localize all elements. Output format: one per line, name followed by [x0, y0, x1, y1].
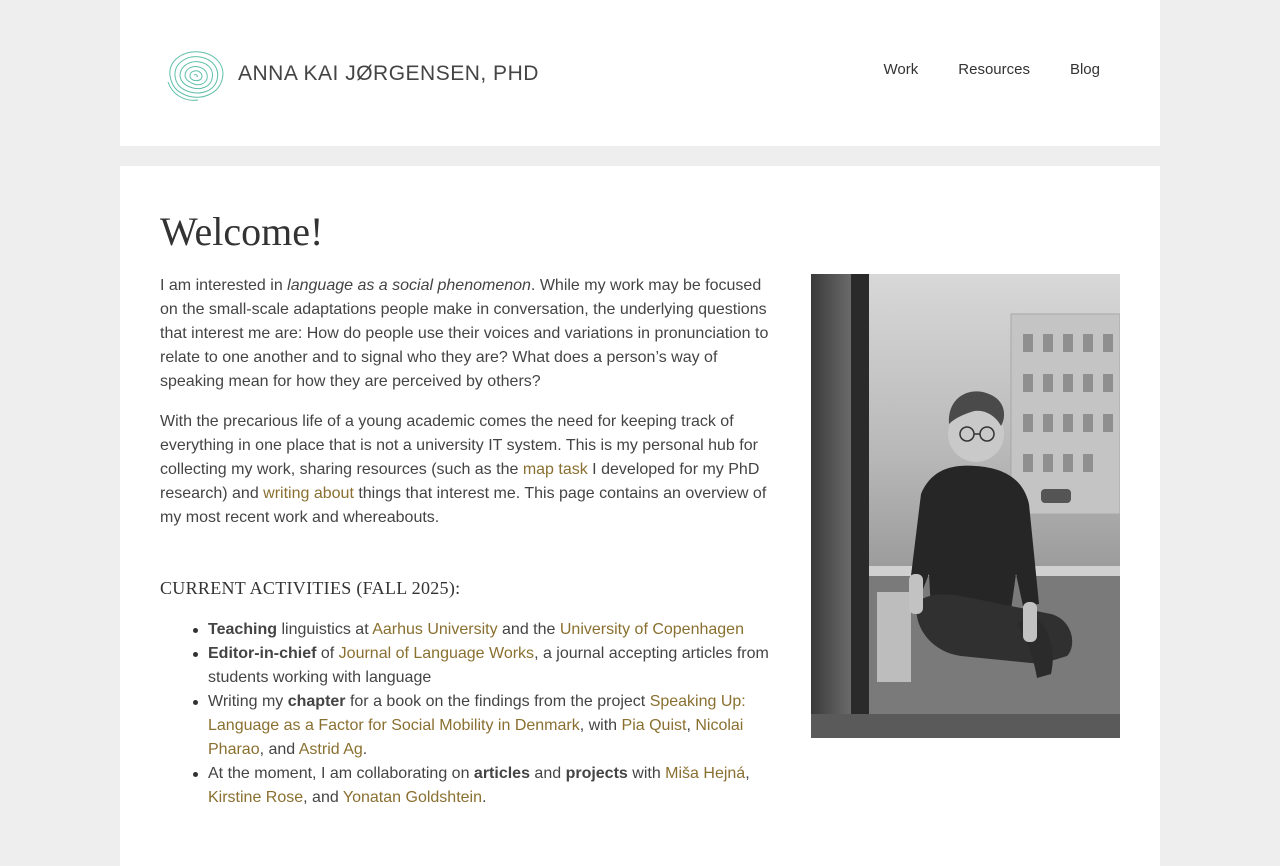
list-text: and	[529, 765, 566, 782]
activities-heading: CURRENT ACTIVITIES (FALL 2025):	[160, 578, 461, 598]
nav-resources-link[interactable]: Resources	[958, 61, 1030, 78]
university-of-copenhagen-link[interactable]: University of Copenhagen	[559, 621, 744, 638]
speaking-up-project-link[interactable]: Speaking Up: Language as a Factor for Social Mobility in Denmark	[208, 693, 746, 734]
intro-text: I am interested in	[160, 277, 288, 294]
bold-text: Editor-in-chief	[208, 645, 317, 662]
list-text: ,	[745, 765, 750, 782]
list-item	[208, 690, 772, 762]
bold-text: articles	[473, 765, 530, 782]
logo-name-text: ANNA KAI JØRGENSEN, PHD	[238, 62, 539, 85]
list-text: for a book on the findings from the project	[345, 693, 650, 710]
list-text: of	[316, 645, 339, 662]
list-text: .	[481, 789, 487, 806]
pia-quist-link[interactable]: Pia Quist	[621, 717, 687, 734]
nav-blog-link[interactable]: Blog	[1069, 61, 1100, 78]
intro-text: things that interest me. This page contains an overview of my most recent work and whereabouts.	[160, 485, 767, 526]
site-header	[120, 0, 1160, 146]
list-text: At the moment, I am collaborating on	[208, 765, 474, 782]
page-title: Welcome!	[160, 209, 324, 254]
portrait-photo	[811, 274, 1120, 738]
bold-text: Teaching	[208, 621, 278, 638]
writing-about-link[interactable]: writing about	[263, 485, 354, 502]
list-text: linguistics at	[277, 621, 373, 638]
intro-text: I developed for my PhD research) and	[160, 461, 760, 502]
list-item	[208, 618, 772, 642]
intro-paragraph-1	[160, 274, 772, 394]
list-item	[208, 642, 772, 690]
list-text: ,	[686, 717, 696, 734]
fingerprint-logo-icon	[164, 46, 228, 102]
list-text: , and	[259, 741, 299, 758]
list-item	[208, 762, 772, 810]
activities-list	[160, 618, 772, 810]
list-text: Writing my	[208, 693, 288, 710]
aarhus-university-link[interactable]: Aarhus University	[372, 621, 498, 638]
list-text: with	[627, 765, 666, 782]
intro-column	[160, 274, 772, 810]
list-text: , a journal accepting articles from students working with language	[208, 645, 769, 686]
misa-hejna-link[interactable]: Miša Hejná	[665, 765, 746, 782]
yonatan-goldshtein-link[interactable]: Yonatan Goldshtein	[342, 789, 482, 806]
journal-of-language-works-link[interactable]: Journal of Language Works	[338, 645, 535, 662]
list-text: .	[362, 741, 368, 758]
list-text: and the	[497, 621, 560, 638]
map-task-link[interactable]: map task	[522, 461, 588, 478]
intro-text: With the precarious life of a young academic comes the need for keeping track of everything in one place that is not a university IT system. This is my personal hub for collecting my work, sharing resources (such as the	[160, 413, 758, 478]
nav-work-link[interactable]: Work	[883, 61, 919, 78]
kirstine-rose-link[interactable]: Kirstine Rose	[208, 789, 304, 806]
site-logo[interactable]	[164, 46, 539, 102]
list-text: , and	[303, 789, 343, 806]
intro-paragraph-2	[160, 410, 772, 530]
nicolai-pharao-link[interactable]: Nicolai Pharao	[208, 717, 744, 758]
list-text: , with	[579, 717, 622, 734]
main-nav	[844, 61, 1100, 78]
intro-text: . While my work may be focused on the small-scale adaptations people make in conversation, the underlying questions that interest me are: How do people use their voices and variations in pronunciation to relate to one another and to signal who they are? What does a person’s way of speaking mean for how they are perceived by others?	[160, 277, 769, 390]
bold-text: chapter	[287, 693, 346, 710]
portrait-image	[811, 274, 1120, 738]
bold-text: projects	[565, 765, 628, 782]
intro-emphasis: language as a social phenomenon	[287, 277, 531, 294]
main-content	[120, 166, 1160, 866]
astrid-ag-link[interactable]: Astrid Ag	[298, 741, 363, 758]
